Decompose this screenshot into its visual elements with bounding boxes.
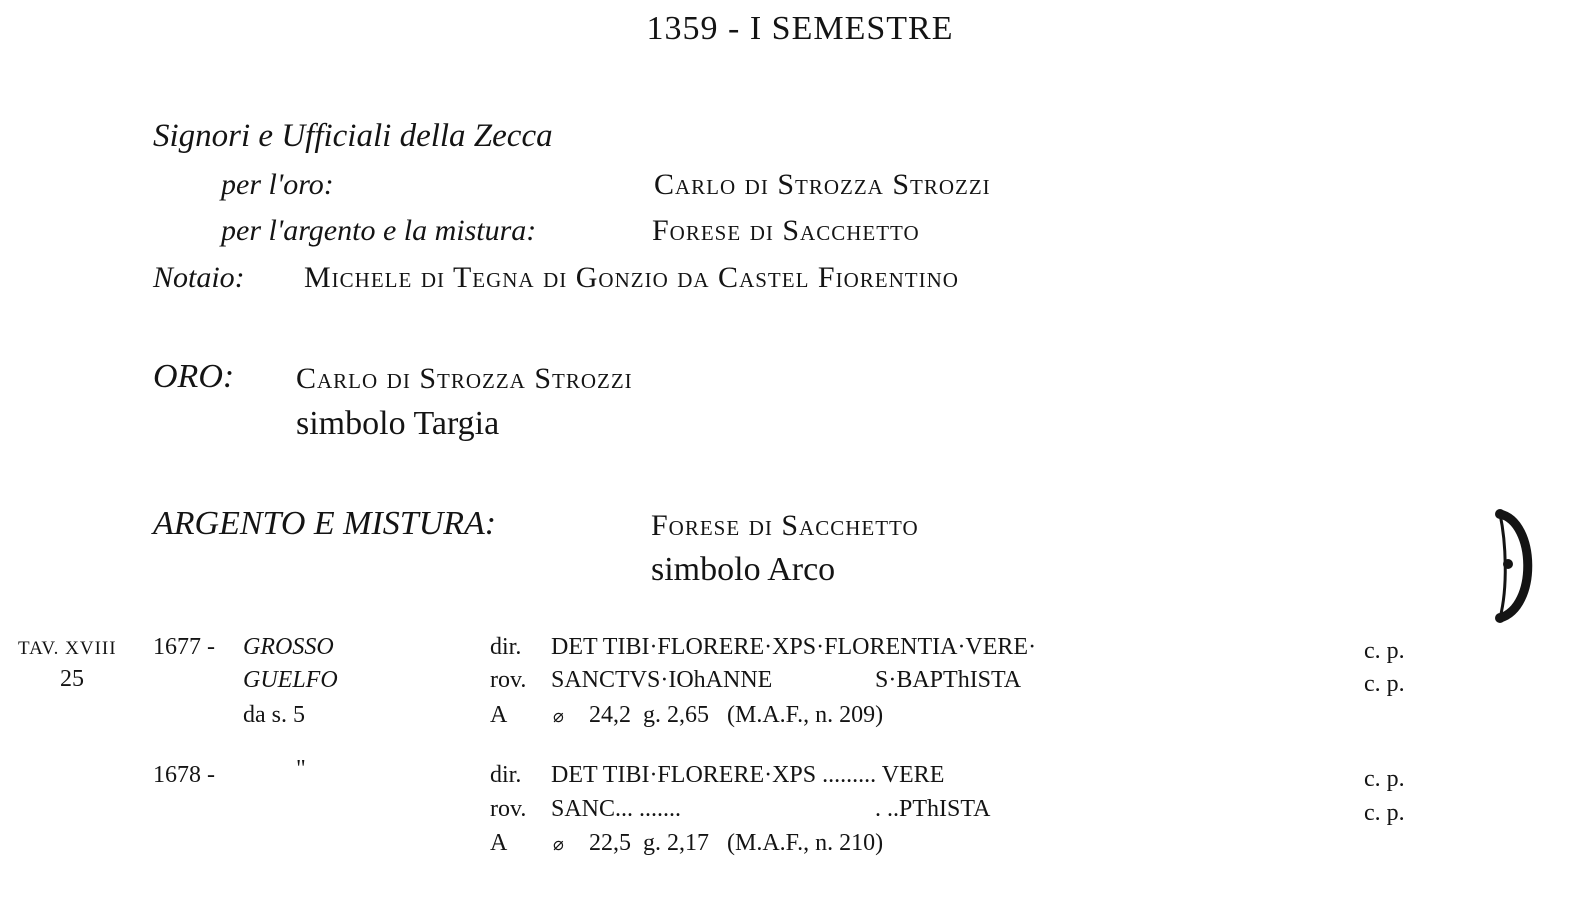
- argento-official-label: per l'argento e la mistura:: [221, 214, 537, 247]
- coin-name-line2: GUELFO: [243, 667, 338, 693]
- ditto-mark: ": [296, 756, 306, 782]
- plate-number: 25: [60, 666, 84, 692]
- reverse-legend-a: SANC... .......: [551, 796, 682, 822]
- oro-section-name: Carlo di Strozza Strozzi: [296, 362, 633, 395]
- coin-measurements: 24,2 g. 2,65 (M.A.F., n. 209): [589, 702, 884, 728]
- oro-symbol-text: simbolo Targia: [296, 405, 500, 442]
- reverse-legend-b: S·BAPThISTA: [875, 667, 1022, 693]
- oro-official-label: per l'oro:: [221, 168, 334, 201]
- obverse-label: dir.: [490, 762, 522, 788]
- reverse-legend-a: SANCTVS·IOhANNE: [551, 667, 773, 693]
- plate-reference: TAV. XVIII: [18, 638, 117, 659]
- reverse-reference: c. p.: [1364, 671, 1405, 697]
- coin-name-line3: da s. 5: [243, 702, 305, 728]
- reverse-reference: c. p.: [1364, 800, 1405, 826]
- page-title: 1359 - I SEMESTRE: [646, 10, 954, 47]
- diameter-icon: ⌀: [553, 706, 564, 726]
- obverse-label: dir.: [490, 634, 522, 660]
- obverse-legend: DET TIBI·FLORERE·XPS ......... VERE: [551, 762, 945, 788]
- argento-section-label: ARGENTO E MISTURA:: [153, 505, 497, 542]
- notaio-label: Notaio:: [153, 261, 245, 294]
- obverse-legend: DET TIBI·FLORERE·XPS·FLORENTIA·VERE·: [551, 634, 1037, 660]
- diameter-icon: ⌀: [553, 834, 564, 854]
- entry-number: 1677 -: [153, 634, 215, 660]
- notaio-name: Michele di Tegna di Gonzio da Castel Fiorentino: [304, 261, 959, 294]
- argento-section-name: Forese di Sacchetto: [651, 509, 919, 542]
- reverse-legend-b: . ..PThISTA: [875, 796, 991, 822]
- metal-code: A: [490, 702, 508, 728]
- obverse-reference: c. p.: [1364, 766, 1405, 792]
- coin-name-line1: GROSSO: [243, 634, 334, 660]
- metal-code: A: [490, 830, 508, 856]
- bow-symbol-icon: [1486, 502, 1546, 630]
- obverse-reference: c. p.: [1364, 638, 1405, 664]
- reverse-label: rov.: [490, 667, 527, 693]
- argento-symbol-text: simbolo Arco: [651, 551, 836, 588]
- reverse-label: rov.: [490, 796, 527, 822]
- entry-number: 1678 -: [153, 762, 215, 788]
- oro-official-name: Carlo di Strozza Strozzi: [654, 168, 991, 201]
- oro-section-label: ORO:: [153, 358, 235, 395]
- officials-heading: Signori e Ufficiali della Zecca: [153, 118, 553, 154]
- argento-official-name: Forese di Sacchetto: [652, 214, 920, 247]
- coin-measurements: 22,5 g. 2,17 (M.A.F., n. 210): [589, 830, 884, 856]
